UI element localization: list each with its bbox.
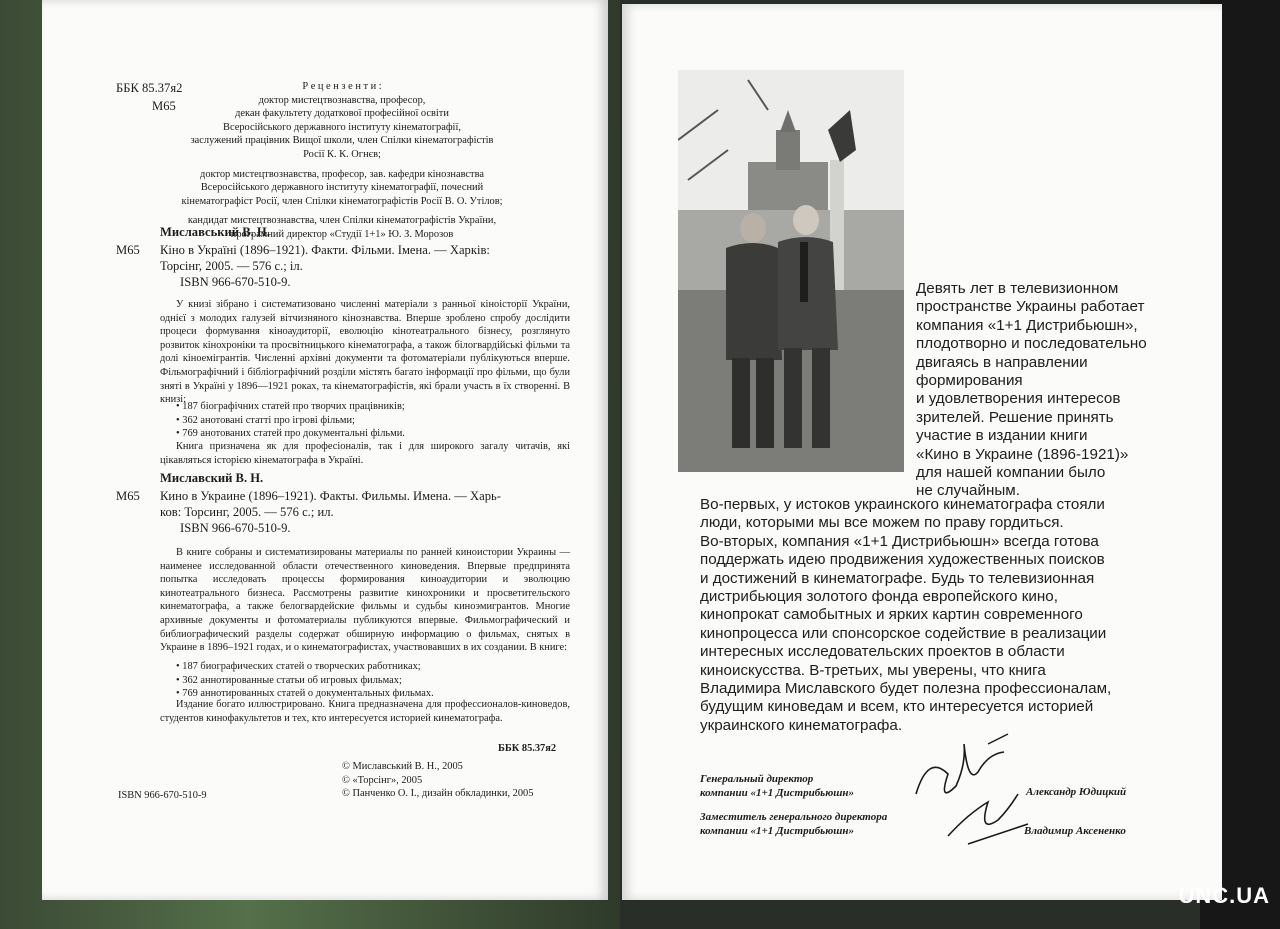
ukr-title-line: Торсінг, 2005. — 576 с.; іл.	[160, 259, 303, 273]
index-code: М65	[152, 99, 176, 113]
intro-line: «Кино в Украине (1896-1921)»	[916, 445, 1129, 463]
rus-bullets	[176, 660, 566, 701]
body-line: Владимира Миславского будет полезна профессионалам,	[700, 680, 1112, 698]
list-item: • 769 анотованих статей про документальні фільми.	[176, 427, 566, 441]
ukr-title	[160, 242, 580, 290]
ukr-title-line: Кіно в Україні (1896–1921). Факти. Фільми. Імена. — Харків:	[160, 243, 490, 257]
copyright-line: © Миславський В. Н., 2005	[342, 761, 463, 772]
reviewer-1-line: декан факультету додаткової професійної освіти	[235, 108, 449, 120]
ukr-abstract: У книзі зібрано і систематизовано численні матеріали з ранньої кіноісторії України, однієї з молодих галузей вітчизняного кінознавства. Вперше зроблено спробу дослідити процеси формування кіноаудиторії, еволюцію кінотеатрального бізнесу, розглянуто розвиток кінохроніки та просвітницького кінематографа, а також білогвардійські фільми та долі кіноемігрантів. Численні архівні документи та фотоматеріали публікуються вперше. Фільмографічний і бібліографічний розділи містять багато інформації про фільми, що були зняті в Україні у 1896—1921 роках, та кінематографістів, які брали участь в їх створенні. В книзі:	[160, 299, 570, 406]
reviewer-1-line: Всеросійського державного інституту кінематографії,	[223, 121, 461, 133]
ukr-audience: Книга призначена як для професіоналів, так і для широкого загалу читачів, які цікавляться історією кінематографа в Україні.	[160, 441, 570, 466]
intro-line: формирования	[916, 372, 1023, 390]
rus-author: Миславский В. Н.	[160, 471, 264, 485]
body-line: кинопрокат самобытных и ярких картин современного	[700, 606, 1083, 624]
reviewer-2-line: кінематографіст Росії, член Спілки кінематографістів Росії В. О. Утілов;	[181, 195, 503, 207]
reviewer-1-line: доктор мистецтвознавства, професор,	[258, 94, 426, 106]
intro-line: пространстве Украины работает	[916, 298, 1145, 316]
intro-line: Девять лет в телевизионном	[916, 280, 1119, 297]
reviewer-1-line: заслужений працівник Вищої школи, член Спілки кінематографістів	[190, 135, 494, 147]
body-line: Во-первых, у истоков украинского кинематографа стояли	[700, 496, 1105, 513]
rus-title-line: Кино в Украине (1896–1921). Факты. Фильмы. Имена. — Харь-	[160, 489, 501, 503]
intro-line: участие в издании книги	[916, 427, 1088, 445]
rus-code: М65	[116, 489, 140, 503]
list-item: • 362 анотовані статті про ігрові фільми;	[176, 414, 566, 428]
intro-text	[916, 280, 1206, 501]
ukr-isbn: ISBN 966-670-510-9.	[180, 275, 291, 289]
rus-title-line: ков: Торсинг, 2005. — 576 с.; ил.	[160, 505, 334, 519]
position-1-line: Генеральный директор	[700, 773, 814, 785]
name-1: Александр Юдицкий	[1026, 786, 1127, 798]
intro-line: плодотворно и последовательно	[916, 335, 1147, 353]
intro-line: зрителей. Решение принять	[916, 408, 1114, 426]
ukr-author: Миславський В. Н.	[160, 225, 270, 239]
position-1-line: компании «1+1 Дистрибьюшн»	[700, 787, 855, 799]
position-2	[700, 810, 887, 838]
intro-line: компания «1+1 Дистрибьюшн»,	[916, 316, 1138, 334]
photo-illustration	[678, 70, 904, 472]
intro-line: двигаясь в направлении	[916, 353, 1088, 371]
copyright-line: © Панченко О. І., дизайн обкладинки, 2005	[342, 788, 534, 800]
body-text	[700, 496, 1210, 735]
body-line: будущим киноведам и всем, кто интересуется историей	[700, 698, 1094, 716]
reviewer-3-line: кандидат мистецтвознавства, член Спілки кінематографістів України,	[187, 215, 497, 227]
isbn-bottom: ISBN 966-670-510-9	[118, 790, 207, 801]
handwritten-signature-icon	[908, 724, 1038, 854]
left-page	[42, 0, 608, 900]
list-item: • 769 аннотированных статей о документальных фильмах.	[176, 687, 566, 701]
rus-abstract: В книге собраны и систематизированы материалы по ранней киноистории Украины — наименее исследованной области отечественного киноведения. Впервые предпринята попытка исследовать процессы формирования киноаудитории и эволюцию кинотеатрального бизнеса. Рассмотрены развитие кинохроники и просветительского кинематографа, а также белогвардейские фильмы и судьбы киноэмигрантов. Многие архивные документы и фотоматериалы публикуются впервые. Фильмографический и библиографический разделы содержат обширную информацию о фильмах, снятых в Украине в 1896–1921 годах, и о кинематографистах, участвовавших в их создании. В книге:	[160, 547, 570, 654]
body-line: интересных исследовательских проектов в области	[700, 643, 1065, 661]
body-line: Во-вторых, компания «1+1 Дистрибьюшн» всегда готова	[700, 532, 1099, 550]
reviewers-block	[132, 80, 552, 242]
rus-audience: Издание богато иллюстрировано. Книга предназначена для профессионалов-киноведов, студентов кинофакультетов и тех, кто интересуется историей кинематографа.	[160, 699, 570, 724]
name-2: Владимир Аксененко	[1024, 825, 1126, 837]
position-2-line: Заместитель генерального директора	[700, 811, 888, 823]
reviewers-heading: Р е ц е н з е н т и :	[302, 81, 382, 92]
body-line: дистрибьюция золотого фонда европейского кино,	[700, 588, 1058, 606]
reviewer-1	[132, 94, 552, 162]
copyright-line: © «Торсінг», 2005	[342, 774, 423, 786]
bbk-bottom: ББК 85.37я2	[498, 743, 557, 754]
list-item: • 187 біографічних статей про творчих працівників;	[176, 400, 566, 414]
right-page	[622, 4, 1222, 900]
reviewer-1-line: Росії К. К. Огнєв;	[303, 148, 381, 160]
reviewer-2	[132, 168, 552, 209]
list-item: • 362 аннотированные статьи об игровых фильмах;	[176, 674, 566, 688]
photo-two-men	[678, 70, 904, 472]
body-line: поддержать идею продвижения художественных поисков	[700, 551, 1105, 569]
intro-line: для нашей компании было	[916, 464, 1106, 482]
intro-line: и удовлетворения интересов	[916, 390, 1121, 408]
reviewer-2-line: Всеросійського державного інституту кінематографії, почесний	[200, 182, 484, 194]
rus-isbn: ISBN 966-670-510-9.	[180, 521, 291, 535]
ukr-bullets	[176, 400, 566, 441]
position-2-line: компании «1+1 Дистрибьюшн»	[700, 825, 855, 837]
rus-title	[160, 488, 585, 536]
intro-line: не случайным.	[916, 482, 1020, 500]
ukr-code: М65	[116, 243, 140, 257]
body-line: украинского кинематографа.	[700, 716, 903, 734]
body-line: люди, которыми мы все можем по праву гордиться.	[700, 514, 1064, 532]
reviewer-2-line: доктор мистецтвознавства, професор, зав. кафедри кінознавства	[200, 168, 484, 180]
body-line: киноискусства. В-третьих, мы уверены, что книга	[700, 661, 1046, 679]
position-1	[700, 772, 854, 800]
reviewer-3-line: програмний директор «Студії 1+1» Ю. З. Морозов	[230, 228, 454, 240]
copyright-block	[342, 760, 533, 801]
bbk-code: ББК 85.37я2	[116, 81, 183, 95]
site-watermark: UNC.UA	[1178, 883, 1270, 908]
body-line: и достижений в кинематографе. Будь то телевизионная	[700, 569, 1095, 587]
body-line: кинопроцесса или спонсорское содействие в реализации	[700, 624, 1107, 642]
list-item: • 187 биографических статей о творческих работниках;	[176, 660, 566, 674]
